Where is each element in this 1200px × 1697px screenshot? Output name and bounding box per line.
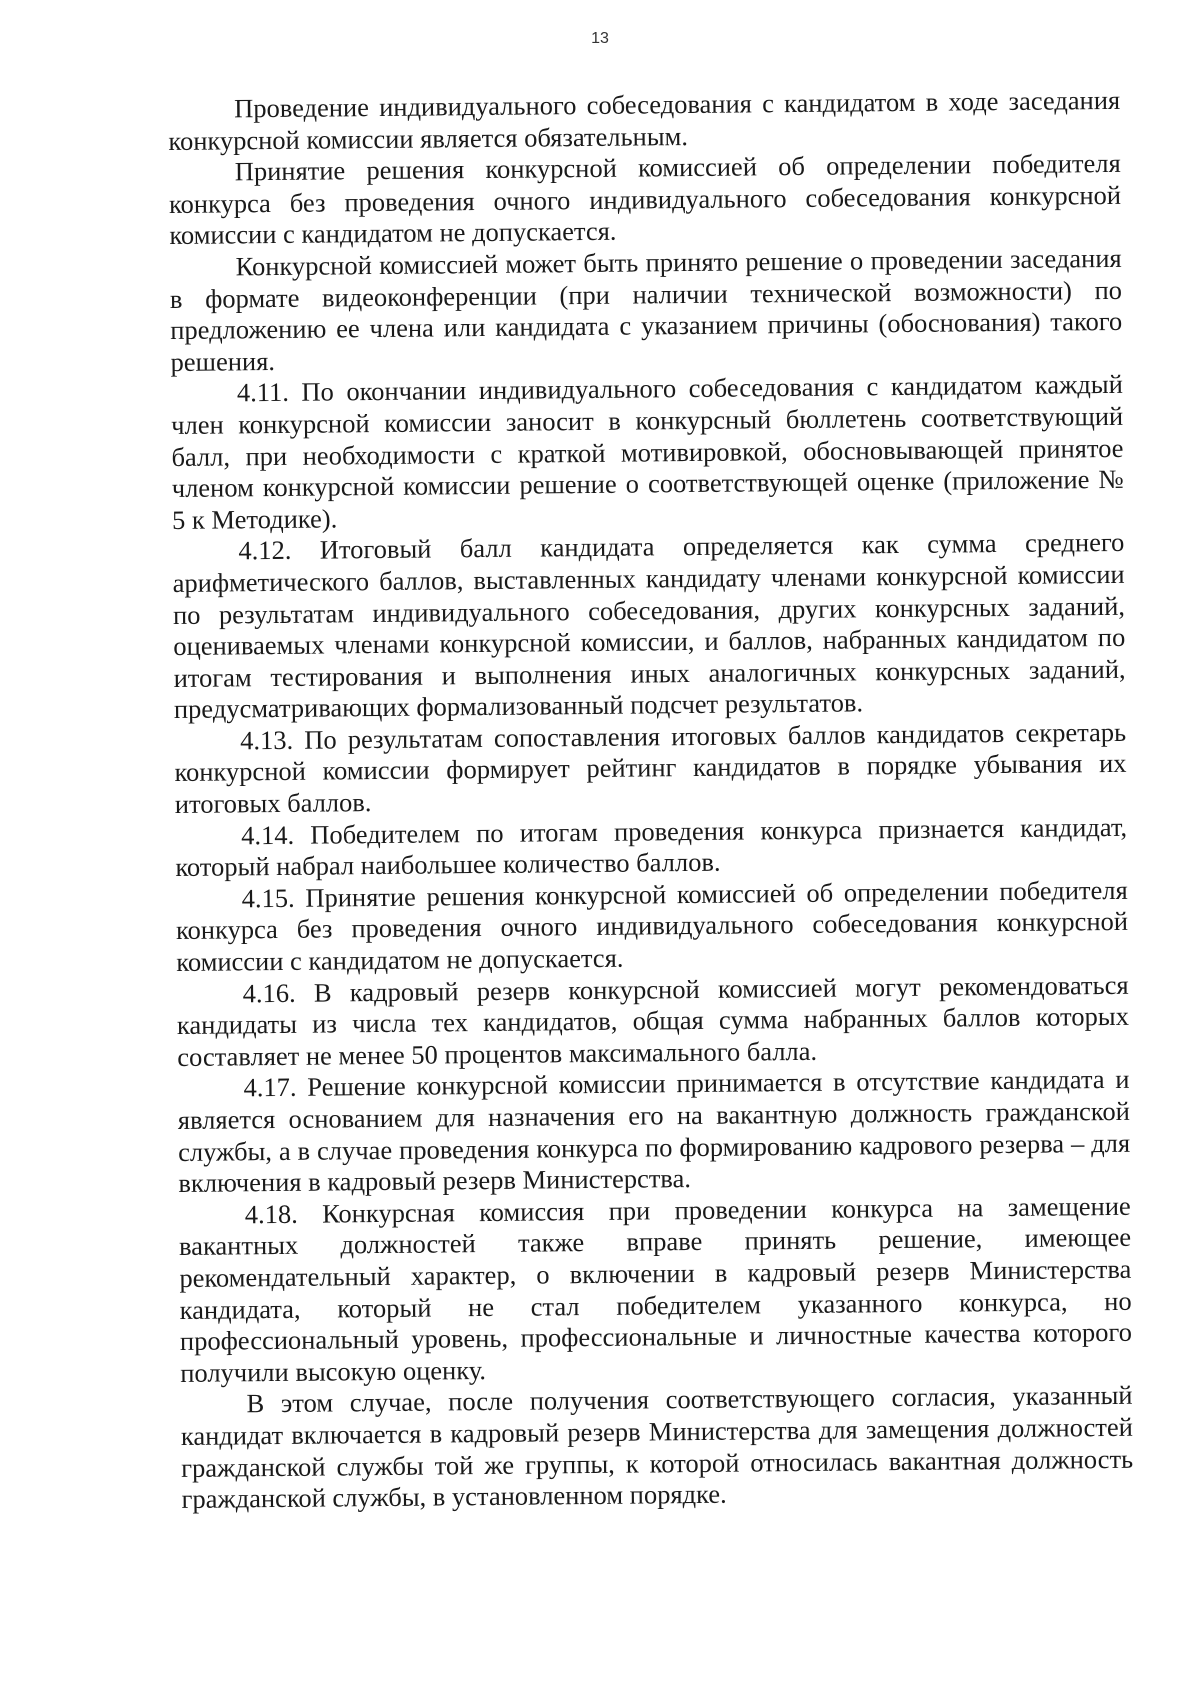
- paragraph-4-12: 4.12. Итоговый балл кандидата определяется как сумма среднего арифметического баллов, выставленных кандидату членами конкурсной комиссии по результатам индивидуального собеседования, других конкурсных заданий, оцениваемых членами конкурсной комиссии, и баллов, набранных кандидатом по итогам тестирования и выполнения иных аналогичных конкурсных заданий, предусматривающих формализованный подсчет результатов.: [172, 527, 1126, 725]
- document-body: [168, 85, 1134, 1516]
- paragraph-reserve-inclusion: В этом случае, после получения соответствующего согласия, указанный кандидат включается в кадровый резерв Министерства для замещения должностей гражданской службы той же группы, к которой относилась вакантная должность гражданской службы, в установленном порядке.: [180, 1380, 1134, 1515]
- paragraph-4-16: 4.16. В кадровый резерв конкурсной комиссией могут рекомендоваться кандидаты из числа тех кандидатов, общая сумма набранных баллов которых составляет не менее 50 процентов максимального балла.: [176, 969, 1130, 1072]
- paragraph-interview-mandatory: Проведение индивидуального собеседования с кандидатом в ходе заседания конкурсной комиссии является обязательным.: [168, 84, 1121, 156]
- paragraph-4-15: 4.15. Принятие решения конкурсной комиссией об определении победителя конкурса без проведения очного индивидуального собеседования конкурсной комиссии с кандидатом не допускается.: [175, 874, 1129, 977]
- paragraph-no-decision-without-interview: Принятие решения конкурсной комиссией об определении победителя конкурса без проведения очного индивидуального собеседования конкурсной комиссии с кандидатом не допускается.: [168, 148, 1122, 251]
- paragraph-4-17: 4.17. Решение конкурсной комиссии принимается в отсутствие кандидата и является основанием для назначения его на вакантную должность гражданской службы, а в случае проведения конкурса по формированию кадрового резерва – для включения в кадровый резерв Министерства.: [177, 1064, 1131, 1199]
- paragraph-4-14: 4.14. Победителем по итогам проведения конкурса признается кандидат, который набрал наибольшее количество баллов.: [175, 811, 1128, 883]
- paragraph-4-18: 4.18. Конкурсная комиссия при проведении конкурса на замещение вакантных должностей также вправе принять решение, имеющее рекомендательный характер, о включении в кадровый резерв Министерства кандидата, который не стал победителем указанного конкурса, но профессиональный уровень, профессиональные и личностные качества которого получили высокую оценку.: [178, 1190, 1133, 1388]
- paragraph-4-13: 4.13. По результатам сопоставления итоговых баллов кандидатов секретарь конкурсной комиссии формирует рейтинг кандидатов в порядке убывания их итоговых баллов.: [174, 716, 1127, 820]
- page-number: 13: [591, 30, 609, 47]
- paragraph-4-11: 4.11. По окончании индивидуального собеседования с кандидатом каждый член конкурсной комиссии заносит в конкурсный бюллетень соответствующий балл, при необходимости с краткой мотивировкой, обосновывающей принятое членом конкурсной комиссии решение о соответствующей оценке (приложение № 5 к Методике).: [171, 369, 1124, 535]
- paragraph-videoconference: Конкурсной комиссией может быть принято решение о проведении заседания в формате видеоконференции (при наличии технической возможности) по предложению ее члена или кандидата с указанием причины (обоснования) такого решения.: [169, 242, 1123, 377]
